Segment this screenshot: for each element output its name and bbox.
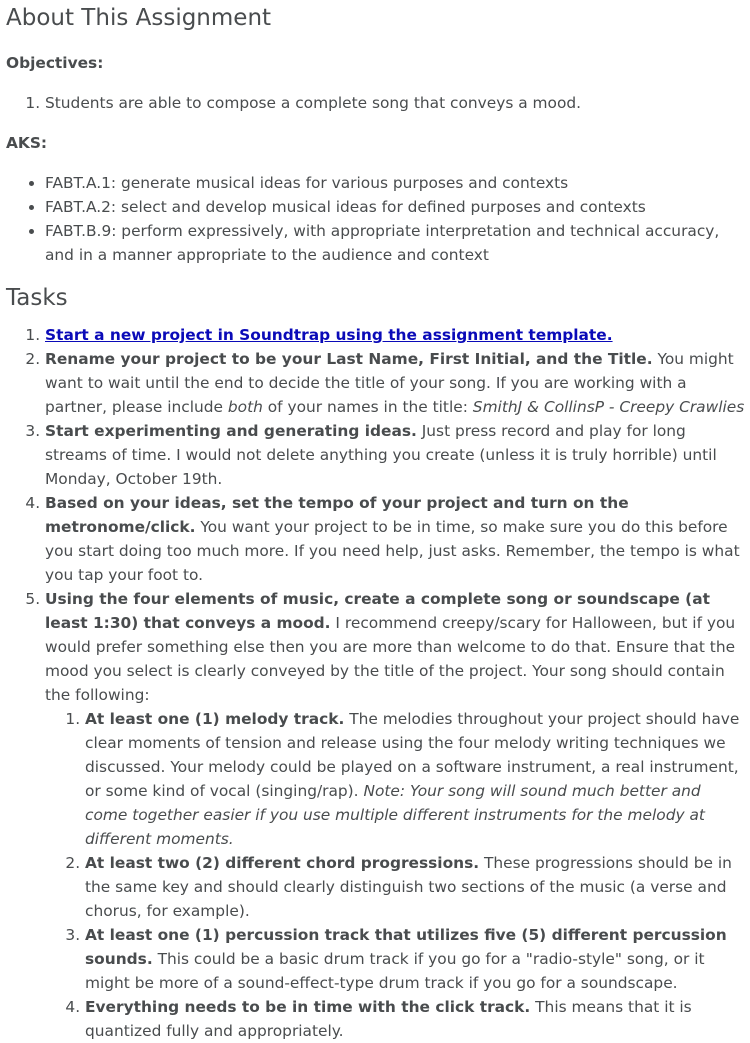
requirement-item-2: 2. At least two (2) different chord progressions. These progressions should be in the same key and should clearly distinguish two sections of the music (a verse and chorus, for example). xyxy=(85,851,746,923)
task-item-5: 5. Using the four elements of music, create a complete song or soundscape (at least 1:30) that conveys a mood. I recommend creepy/scary for Halloween, but if you would prefer something else then you are more than welcome to do that. Ensure that the mood you select is clearly conveyed by the title of the project. Your song should contain the following: 1. At least one (1) melody track. The melodies throughout your project should have clear moments of tension and release using the four melody writing techniques we discussed. Your melody could be played on a software instrument, a real instrument, or some kind of vocal (singing/rap). Note: Your song will sound much better and come together easier if you use multiple different instruments for the melody at different moments. 2. At least two (2) different chord progressions. These progressions should be in the same key and should clearly distinguish two sections of the music (a verse and chorus, for example). 3. At least one (1) percussion track that utilizes five (5) different percussion sounds. This could be a basic drum track if you go for a "radio-style" song, or it might be more of a sound-effect-type drum track if you go for a soundscape. 4. Everything needs to be in time with the click track. This means that it is quantized fully and appropriately. xyxy=(45,587,746,1043)
tasks-heading: Tasks xyxy=(6,285,68,311)
tasks-list xyxy=(45,323,746,1043)
aks-item: • FABT.A.2: select and develop musical ideas for defined purposes and contexts xyxy=(45,195,746,219)
soundtrap-template-link[interactable]: Start a new project in Soundtrap using the assignment template. xyxy=(45,326,613,344)
melody-note: Note: Your song will sound much better and come together easier if you use multiple different instruments for the melody at different moments. xyxy=(85,782,705,848)
aks-list xyxy=(45,171,746,267)
requirements-list xyxy=(85,707,746,1043)
objectives-label: Objectives: xyxy=(6,54,104,72)
title-example: SmithJ & CollinsP - Creepy Crawlies xyxy=(472,398,745,416)
requirement-item-3: 3. At least one (1) percussion track that utilizes five (5) different percussion sounds. This could be a basic drum track if you go for a "radio-style" song, or it might be more of a sound-effect-type drum track if you go for a soundscape. xyxy=(85,923,746,995)
task-2-title: Rename your project to be your Last Name, First Initial, and the Title. xyxy=(45,350,653,368)
requirement-item-4: 4. Everything needs to be in time with the click track. This means that it is quantized fully and appropriately. xyxy=(85,995,746,1043)
objective-item: 1. Students are able to compose a complete song that conveys a mood. xyxy=(45,91,746,115)
task-item-2: 2. Rename your project to be your Last Name, First Initial, and the Title. You might want to wait until the end to decide the title of your song. If you are working with a partner, please include both of your names in the title: SmithJ & CollinsP - Creepy Crawlies xyxy=(45,347,746,419)
about-heading: About This Assignment xyxy=(6,5,272,31)
task-item-1 xyxy=(45,323,746,347)
aks-label: AKS: xyxy=(6,134,48,152)
task-5-title: Using the four elements of music, create a complete song or soundscape (at least 1:30) that conveys a mood. xyxy=(45,590,710,632)
task-4-title: Based on your ideas, set the tempo of your project and turn on the metronome/click. xyxy=(45,494,629,536)
objectives-list xyxy=(45,91,746,115)
requirement-item-1: 1. At least one (1) melody track. The melodies throughout your project should have clear moments of tension and release using the four melody writing techniques we discussed. Your melody could be played on a software instrument, a real instrument, or some kind of vocal (singing/rap). Note: Your song will sound much better and come together easier if you use multiple different instruments for the melody at different moments. xyxy=(85,707,746,851)
task-item-3: 3. Start experimenting and generating ideas. Just press record and play for long streams of time. I would not delete anything you create (unless it is truly horrible) until Monday, October 19th. xyxy=(45,419,746,491)
aks-item: • FABT.B.9: perform expressively, with appropriate interpretation and technical accuracy, and in a manner appropriate to the audience and context xyxy=(45,219,746,267)
task-3-title: Start experimenting and generating ideas. xyxy=(45,422,417,440)
task-item-4: 4. Based on your ideas, set the tempo of your project and turn on the metronome/click. You want your project to be in time, so make sure you do this before you start doing too much more. If you need help, just asks. Remember, the tempo is what you tap your foot to. xyxy=(45,491,746,587)
aks-item: • FABT.A.1: generate musical ideas for various purposes and contexts xyxy=(45,171,746,195)
